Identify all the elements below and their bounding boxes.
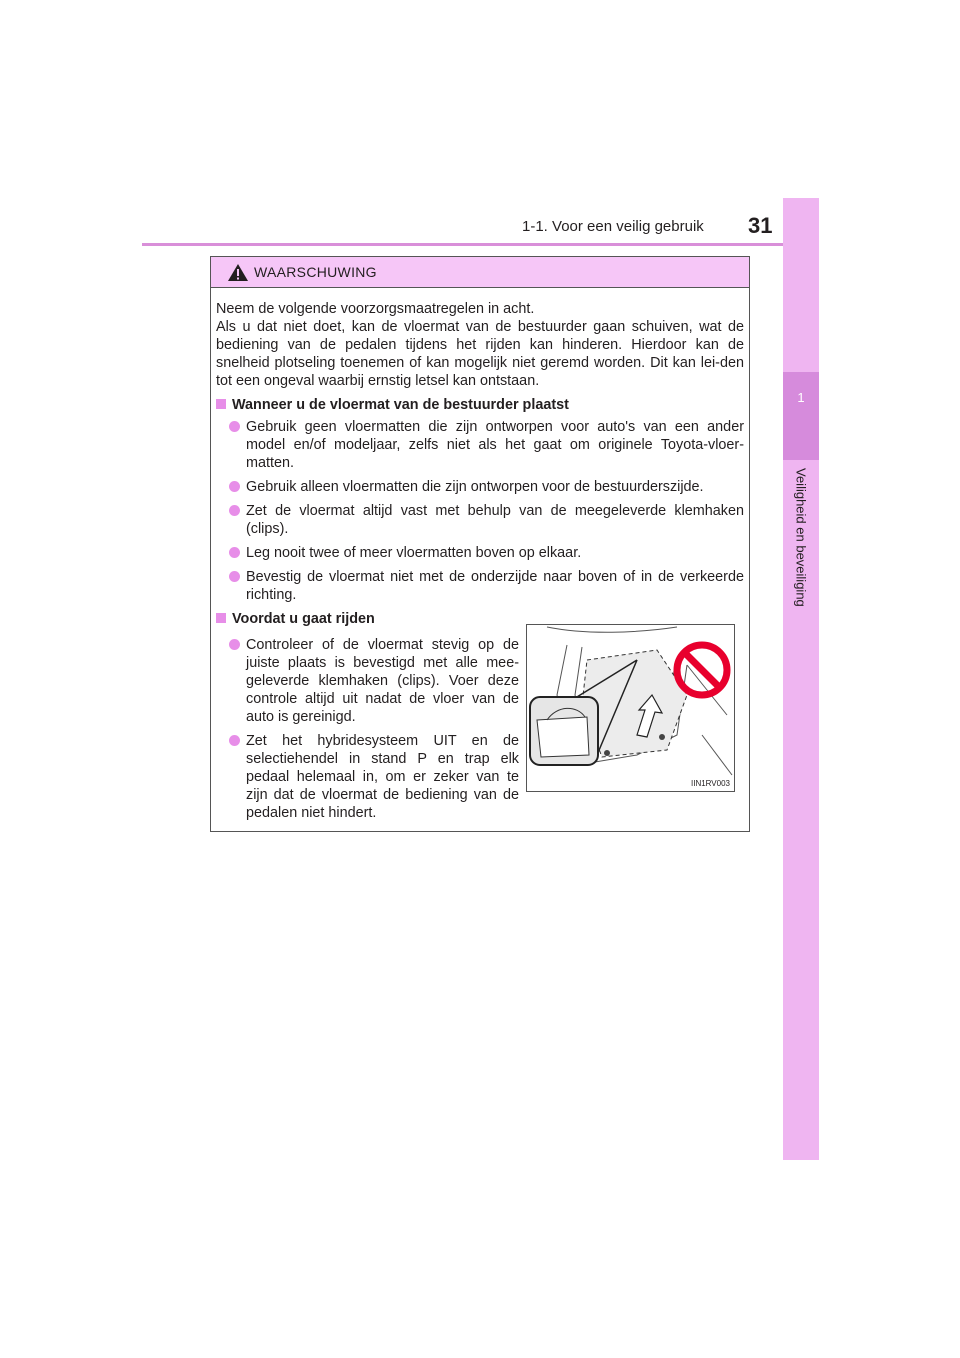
- round-bullet-icon: [229, 421, 240, 432]
- section-heading-placing: [216, 396, 744, 414]
- round-bullet-icon: [229, 571, 240, 582]
- round-bullet-icon: [229, 505, 240, 516]
- square-bullet-icon: [216, 399, 226, 409]
- list-item: Zet de vloermat altijd vast met behulp van de meegeleverde klemhaken (clips).: [229, 502, 744, 538]
- warning-intro-1: Neem de volgende voorzorgsmaatregelen in acht.: [216, 301, 535, 317]
- list-item: Zet het hybridesysteem UIT en de selectiehendel in stand P en trap elk pedaal helemaal in, om er zeker van te zijn dat de vloermat de bediening van de pedalen niet hindert.: [229, 732, 744, 822]
- header-section-title: 1-1. Voor een veilig gebruik: [522, 218, 704, 235]
- round-bullet-icon: [229, 547, 240, 558]
- round-bullet-icon: [229, 639, 240, 650]
- warning-intro-2: Als u dat niet doet, kan de vloermat van de bestuurder gaan schuiven, wat de bediening van de pedalen tijdens het rijden kan hinderen. Hierdoor kan de snelheid plotseling toenemen of kan mogelijk niet geremd worden. Dit kan lei-den tot een ongeval waarbij ernstig letsel kan ontstaan.: [216, 319, 744, 389]
- floor-mat-drawing: [527, 625, 734, 791]
- illustration-code: IIN1RV003: [691, 779, 730, 788]
- section-heading-text: Wanneer u de vloermat van de bestuurder plaatst: [232, 397, 569, 413]
- list-item: Gebruik geen vloermatten die zijn ontworpen voor auto's van een ander model en/of modeljaar, zelfs niet als het gaat om originele Toyota-vloer-matten.: [229, 418, 744, 472]
- page-number: 31: [748, 213, 773, 238]
- list-item: Gebruik alleen vloermatten die zijn ontworpen voor de bestuurderszijde.: [229, 478, 744, 496]
- side-tab: [783, 198, 819, 1160]
- header-rule: [142, 243, 819, 246]
- warning-triangle-icon: [227, 263, 249, 282]
- warning-title: WAARSCHUWING: [254, 264, 377, 280]
- round-bullet-icon: [229, 735, 240, 746]
- round-bullet-icon: [229, 481, 240, 492]
- list-item: Leg nooit twee of meer vloermatten boven op elkaar.: [229, 544, 744, 562]
- side-tab-active-chapter: [783, 372, 819, 460]
- section-heading-text: Voordat u gaat rijden: [232, 611, 375, 627]
- warning-box: [210, 256, 750, 832]
- warning-header: [211, 257, 749, 288]
- square-bullet-icon: [216, 613, 226, 623]
- list-item: Bevestig de vloermat niet met de onderzijde naar boven of in de verkeerde richting.: [229, 568, 744, 604]
- side-tab-chapter-number: 1: [797, 390, 805, 405]
- floor-mat-illustration: [526, 624, 735, 792]
- list-item: Controleer of de vloermat stevig op de juiste plaats is bevestigd met alle mee-geleverde klemhaken (clips). Voer deze controle altijd uit nadat de vloer van de auto is gereinigd.: [229, 636, 744, 726]
- side-tab-chapter-label: Veiligheid en beveiliging: [793, 468, 809, 607]
